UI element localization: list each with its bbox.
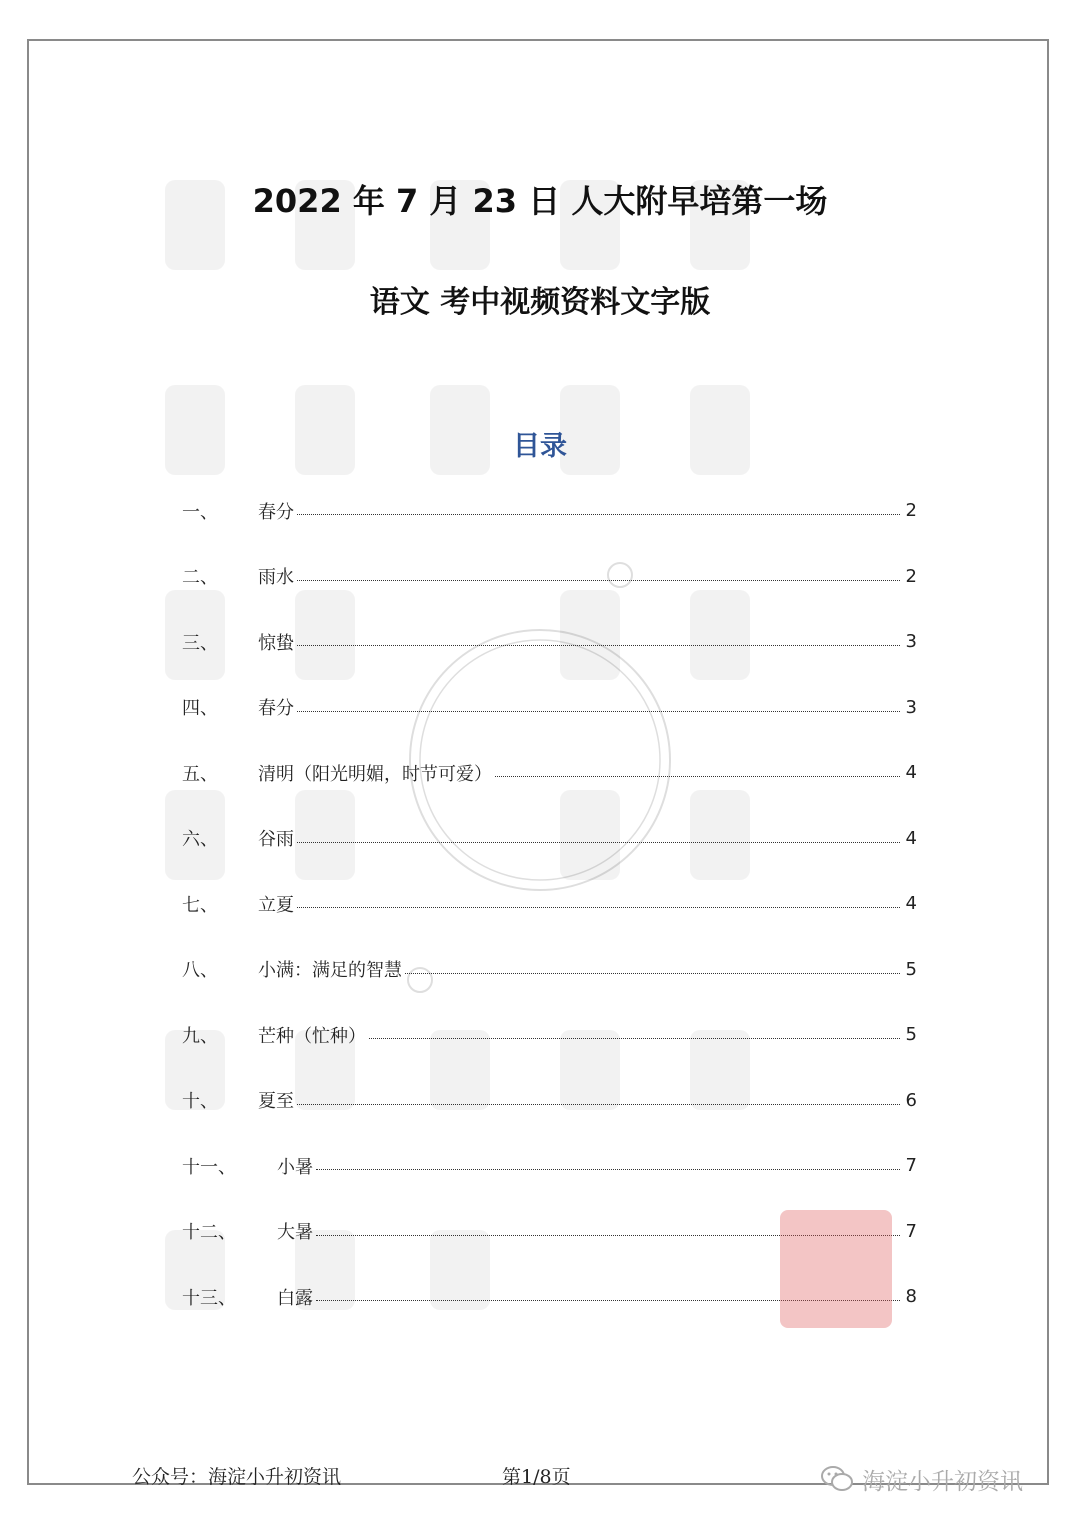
toc-dot-leader — [316, 1169, 900, 1170]
toc-dot-leader — [297, 907, 900, 908]
toc-dot-leader — [297, 645, 900, 646]
toc-item-number: 七、 — [182, 894, 218, 916]
toc-item-page: 4 — [905, 762, 917, 784]
toc-item[interactable] — [182, 609, 917, 675]
toc-item-page: 7 — [905, 1155, 917, 1177]
toc-item-title: 立夏 — [258, 894, 294, 916]
toc-dot-leader — [405, 973, 900, 974]
toc-item-title: 春分 — [258, 501, 294, 523]
toc-item-number: 四、 — [182, 698, 218, 720]
toc-item-title: 惊蛰 — [258, 632, 294, 654]
toc-item-number: 二、 — [182, 567, 218, 589]
toc-item[interactable] — [182, 806, 917, 872]
toc-item-page: 3 — [905, 631, 917, 653]
toc-item[interactable] — [182, 478, 917, 544]
toc-item-title: 夏至 — [258, 1091, 294, 1113]
red-seal-stamp — [780, 1210, 892, 1328]
document-title: 2022 年 7 月 23 日 人大附早培第一场 — [252, 182, 828, 220]
toc-item-page: 8 — [905, 1286, 917, 1308]
wechat-label: 海淀小升初资讯 — [862, 1468, 1023, 1495]
table-of-contents — [182, 478, 917, 1330]
toc-item-page: 6 — [905, 1089, 917, 1111]
toc-item-number: 十三、 — [182, 1287, 236, 1309]
toc-item-title: 雨水 — [258, 567, 294, 589]
toc-item-page: 7 — [905, 1220, 917, 1242]
toc-dot-leader — [297, 711, 900, 712]
toc-item-number: 六、 — [182, 829, 218, 851]
footer-page-number: 第1/8页 — [502, 1466, 571, 1488]
toc-item-title: 大暑 — [277, 1222, 313, 1244]
toc-item-number: 十二、 — [182, 1222, 236, 1244]
toc-heading: 目录 — [513, 431, 567, 462]
toc-item-page: 2 — [905, 500, 917, 522]
toc-item-number: 三、 — [182, 632, 218, 654]
document-subtitle: 语文 考中视频资料文字版 — [369, 285, 711, 320]
toc-item-number: 一、 — [182, 501, 218, 523]
toc-item[interactable] — [182, 544, 917, 610]
toc-item-number: 九、 — [182, 1025, 218, 1047]
wechat-watermark — [820, 1462, 1023, 1496]
toc-item-title: 芒种（忙种） — [258, 1025, 366, 1047]
toc-item[interactable] — [182, 740, 917, 806]
toc-item[interactable] — [182, 1133, 917, 1199]
toc-dot-leader — [297, 514, 900, 515]
toc-dot-leader — [297, 1104, 900, 1105]
toc-item-number: 十一、 — [182, 1156, 236, 1178]
toc-item[interactable] — [182, 1068, 917, 1134]
toc-item-page: 4 — [905, 827, 917, 849]
toc-item-number: 八、 — [182, 960, 218, 982]
toc-item[interactable] — [182, 871, 917, 937]
toc-item-title: 小暑 — [277, 1156, 313, 1178]
toc-item-number: 十、 — [182, 1091, 218, 1113]
toc-item[interactable] — [182, 1002, 917, 1068]
toc-item-title: 白露 — [277, 1287, 313, 1309]
toc-item-title: 清明（阳光明媚，时节可爱） — [258, 763, 492, 785]
toc-item-page: 4 — [905, 893, 917, 915]
toc-dot-leader — [369, 1038, 900, 1039]
toc-dot-leader — [495, 776, 900, 777]
toc-item-title: 春分 — [258, 698, 294, 720]
toc-item-page: 2 — [905, 565, 917, 587]
toc-item-page: 3 — [905, 696, 917, 718]
toc-item-page: 5 — [905, 958, 917, 980]
footer-account: 公众号：海淀小升初资讯 — [132, 1466, 342, 1488]
toc-item-page: 5 — [905, 1024, 917, 1046]
toc-item[interactable] — [182, 937, 917, 1003]
toc-item-title: 谷雨 — [258, 829, 294, 851]
toc-item-title: 小满：满足的智慧 — [258, 960, 402, 982]
toc-item[interactable] — [182, 675, 917, 741]
toc-dot-leader — [297, 842, 900, 843]
wechat-icon — [820, 1464, 854, 1494]
toc-item-number: 五、 — [182, 763, 218, 785]
toc-dot-leader — [297, 580, 900, 581]
